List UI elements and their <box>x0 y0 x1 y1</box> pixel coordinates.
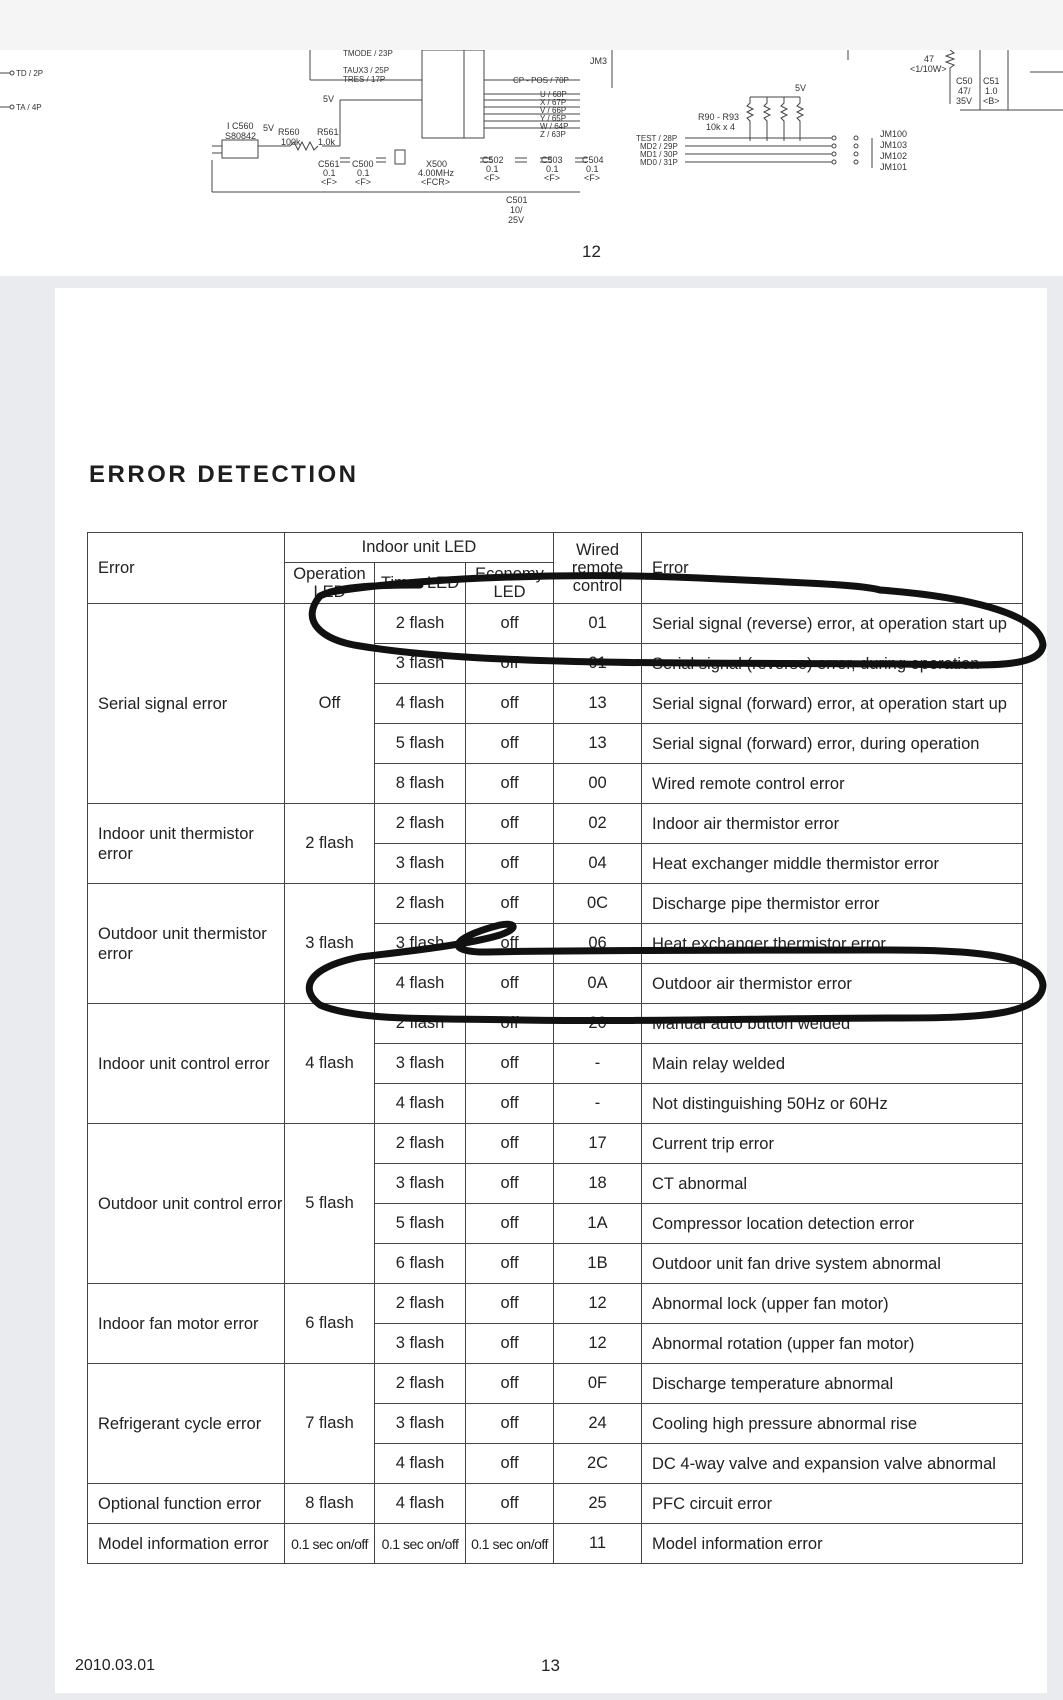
label-taux: TAUX3 / 25P <box>343 66 390 75</box>
previous-page <box>0 50 1063 276</box>
economy-led-cell: off <box>466 844 554 884</box>
label-c500-note: <F> <box>355 177 372 187</box>
timer-led-cell: 6 flash <box>375 1244 466 1284</box>
label-td: TD / 2P <box>16 69 44 78</box>
label-jm102: JM102 <box>880 151 908 161</box>
label-x500-note: <FCR> <box>421 177 451 187</box>
label-c500-val: 0.1 <box>357 168 370 178</box>
remote-code-cell: 18 <box>554 1164 642 1204</box>
timer-led-cell: 2 flash <box>375 884 466 924</box>
label-tres: TRES / 17P <box>343 75 386 84</box>
label-c561-note: <F> <box>321 177 338 187</box>
economy-led-cell: off <box>466 1364 554 1404</box>
label-r561-val: 1.0k <box>318 137 336 147</box>
table-row <box>88 884 1023 924</box>
label-c503: C503 <box>541 155 563 165</box>
label-r561: R561 <box>317 127 339 137</box>
label-5v-c: 5V <box>795 83 807 93</box>
error-description-cell: PFC circuit error <box>642 1484 1023 1524</box>
label-x500: X500 <box>426 159 448 169</box>
label-y: Y / 65P <box>540 114 567 123</box>
operation-led-cell: 3 flash <box>285 884 375 1004</box>
timer-led-cell: 3 flash <box>375 1324 466 1364</box>
error-description-cell: Compressor location detection error <box>642 1204 1023 1244</box>
timer-led-cell: 2 flash <box>375 1284 466 1324</box>
economy-led-cell: off <box>466 1244 554 1284</box>
label-c501: C501 <box>506 195 528 205</box>
timer-led-cell: 4 flash <box>375 1484 466 1524</box>
economy-led-cell: off <box>466 884 554 924</box>
label-c51: C51 <box>983 76 1000 86</box>
label-ic-part: S80842 <box>225 131 257 141</box>
economy-led-cell: off <box>466 804 554 844</box>
header-economy-led: Economy LED <box>466 563 554 604</box>
error-description-cell: CT abnormal <box>642 1164 1023 1204</box>
error-category: Refrigerant cycle error <box>88 1364 285 1484</box>
economy-led-cell: off <box>466 604 554 644</box>
label-c504-note: <F> <box>584 173 601 183</box>
timer-led-cell: 3 flash <box>375 924 466 964</box>
economy-led-cell: off <box>466 964 554 1004</box>
error-category: Indoor fan motor error <box>88 1284 285 1364</box>
label-r90: R90 - R93 <box>698 112 740 122</box>
economy-led-cell: off <box>466 1084 554 1124</box>
label-c504: C504 <box>582 155 604 165</box>
error-category: Serial signal error <box>88 604 285 804</box>
economy-led-cell: off <box>466 764 554 804</box>
error-description-cell: Cooling high pressure abnormal rise <box>642 1404 1023 1444</box>
label-5v-a: 5V <box>263 123 275 133</box>
operation-led-cell: 6 flash <box>285 1284 375 1364</box>
remote-code-cell: 1B <box>554 1244 642 1284</box>
error-description-cell: Abnormal rotation (upper fan motor) <box>642 1324 1023 1364</box>
header-timer-led: Timer LED <box>375 563 466 604</box>
error-description-cell: Model information error <box>642 1524 1023 1564</box>
label-c502-val: 0.1 <box>486 164 499 174</box>
economy-led-cell: off <box>466 1124 554 1164</box>
table-row <box>88 1124 1023 1164</box>
label-md1: MD1 / 30P <box>640 150 678 159</box>
timer-led-cell: 5 flash <box>375 1204 466 1244</box>
label-c502: C502 <box>482 155 504 165</box>
error-description-cell: Serial signal (forward) error, during operation <box>642 724 1023 764</box>
economy-led-cell: 0.1 sec on/off <box>466 1524 554 1564</box>
label-md2: MD2 / 29P <box>640 142 678 151</box>
remote-code-cell: 0C <box>554 884 642 924</box>
label-x: X / 67P <box>540 98 567 107</box>
economy-led-cell: off <box>466 1164 554 1204</box>
label-jm103: JM103 <box>880 140 908 150</box>
remote-code-cell: 02 <box>554 804 642 844</box>
error-description-cell: Serial signal (reverse) error, at operation start up <box>642 604 1023 644</box>
timer-led-cell: 8 flash <box>375 764 466 804</box>
operation-led-cell: 5 flash <box>285 1124 375 1284</box>
error-description-cell: Wired remote control error <box>642 764 1023 804</box>
error-category: Outdoor unit thermistor error <box>88 884 285 1004</box>
operation-led-cell: 2 flash <box>285 804 375 884</box>
label-jm101: JM101 <box>880 162 908 172</box>
label-c561-val: 0.1 <box>323 168 336 178</box>
operation-led-cell: 7 flash <box>285 1364 375 1484</box>
label-ic: I C560 <box>227 121 254 131</box>
economy-led-cell: off <box>466 684 554 724</box>
previous-page-number: 12 <box>582 242 601 261</box>
page-title: ERROR DETECTION <box>89 461 359 488</box>
timer-led-cell: 3 flash <box>375 1044 466 1084</box>
error-category: Model information error <box>88 1524 285 1564</box>
remote-code-cell: 17 <box>554 1124 642 1164</box>
label-tmode: TMODE / 23P <box>343 50 393 58</box>
error-description-cell: Heat exchanger middle thermistor error <box>642 844 1023 884</box>
remote-code-cell: 24 <box>554 1404 642 1444</box>
label-c51-note: <B> <box>983 96 1000 106</box>
table-row <box>88 804 1023 844</box>
error-description-cell: Main relay welded <box>642 1044 1023 1084</box>
remote-code-cell: 13 <box>554 684 642 724</box>
remote-code-cell: 0A <box>554 964 642 1004</box>
remote-code-cell: 00 <box>554 764 642 804</box>
timer-led-cell: 4 flash <box>375 684 466 724</box>
timer-led-cell: 2 flash <box>375 1124 466 1164</box>
label-r47-note: <1/10W> <box>910 64 947 74</box>
economy-led-cell: off <box>466 1284 554 1324</box>
timer-led-cell: 3 flash <box>375 844 466 884</box>
label-c502-note: <F> <box>484 173 501 183</box>
timer-led-cell: 2 flash <box>375 1004 466 1044</box>
header-error-right: Error <box>642 533 1023 604</box>
page-number: 13 <box>541 1656 560 1675</box>
timer-led-cell: 2 flash <box>375 604 466 644</box>
error-description-cell: Manual auto button welded <box>642 1004 1023 1044</box>
label-r560: R560 <box>278 127 300 137</box>
economy-led-cell: off <box>466 1204 554 1244</box>
timer-led-cell: 2 flash <box>375 804 466 844</box>
remote-code-cell: 1A <box>554 1204 642 1244</box>
label-c501-v: 25V <box>508 215 525 225</box>
operation-led-cell: 4 flash <box>285 1004 375 1124</box>
remote-code-cell: 11 <box>554 1524 642 1564</box>
remote-code-cell: 06 <box>554 924 642 964</box>
error-description-cell: Not distinguishing 50Hz or 60Hz <box>642 1084 1023 1124</box>
label-u: U / 68P <box>540 90 567 99</box>
timer-led-cell: 3 flash <box>375 1164 466 1204</box>
operation-led-cell: 8 flash <box>285 1484 375 1524</box>
label-c50-v: 35V <box>956 96 973 106</box>
error-description-cell: Discharge pipe thermistor error <box>642 884 1023 924</box>
timer-led-cell: 3 flash <box>375 644 466 684</box>
circuit-schematic <box>0 50 1063 276</box>
timer-led-cell: 5 flash <box>375 724 466 764</box>
header-error-left: Error <box>88 533 285 604</box>
table-row <box>88 1524 1023 1564</box>
error-description-cell: Indoor air thermistor error <box>642 804 1023 844</box>
timer-led-cell: 2 flash <box>375 1364 466 1404</box>
error-category: Optional function error <box>88 1484 285 1524</box>
remote-code-cell: 2C <box>554 1444 642 1484</box>
label-x500-val: 4.00MHz <box>418 168 455 178</box>
label-c561: C561 <box>318 159 340 169</box>
viewer-toolbar <box>0 0 1063 50</box>
document-date: 2010.03.01 <box>75 1657 156 1674</box>
error-detection-table <box>87 532 1023 1564</box>
error-description-cell: DC 4-way valve and expansion valve abnormal <box>642 1444 1023 1484</box>
label-r90-val: 10k x 4 <box>706 122 736 132</box>
label-jm3: JM3 <box>590 56 608 66</box>
remote-code-cell: 13 <box>554 724 642 764</box>
label-c503-val: 0.1 <box>546 164 559 174</box>
header-wired-remote: Wired remote control <box>554 533 642 604</box>
remote-code-cell: 12 <box>554 1324 642 1364</box>
remote-code-cell: - <box>554 1044 642 1084</box>
label-ta: TA / 4P <box>16 103 42 112</box>
label-r47: 47 <box>924 54 935 64</box>
error-description-cell: Outdoor air thermistor error <box>642 964 1023 1004</box>
operation-led-cell: 0.1 sec on/off <box>285 1524 375 1564</box>
label-r560-val: 100k <box>281 137 301 147</box>
economy-led-cell: off <box>466 1044 554 1084</box>
label-c503-note: <F> <box>544 173 561 183</box>
table-row <box>88 1364 1023 1404</box>
header-operation-led: Operation LED <box>285 563 375 604</box>
label-cp-pos: CP - POS / 70P <box>513 76 569 85</box>
remote-code-cell: 04 <box>554 844 642 884</box>
error-description-cell: Outdoor unit fan drive system abnormal <box>642 1244 1023 1284</box>
label-w: W / 64P <box>540 122 569 131</box>
label-c50-val: 47/ <box>958 86 971 96</box>
label-c51-val: 1.0 <box>985 86 998 96</box>
error-description-cell: Serial signal (reverse) error, during operation <box>642 644 1023 684</box>
label-z: Z / 63P <box>540 130 566 139</box>
label-jm100: JM100 <box>880 129 908 139</box>
error-description-cell: Serial signal (forward) error, at operation start up <box>642 684 1023 724</box>
timer-led-cell: 4 flash <box>375 1084 466 1124</box>
remote-code-cell: 01 <box>554 604 642 644</box>
remote-code-cell: 12 <box>554 1284 642 1324</box>
remote-code-cell: 0F <box>554 1364 642 1404</box>
table-row <box>88 1484 1023 1524</box>
operation-led-cell: Off <box>285 604 375 804</box>
economy-led-cell: off <box>466 1444 554 1484</box>
error-description-cell: Discharge temperature abnormal <box>642 1364 1023 1404</box>
label-c500: C500 <box>352 159 374 169</box>
economy-led-cell: off <box>466 724 554 764</box>
label-c504-val: 0.1 <box>586 164 599 174</box>
economy-led-cell: off <box>466 1484 554 1524</box>
table-row <box>88 604 1023 644</box>
error-description-cell: Abnormal lock (upper fan motor) <box>642 1284 1023 1324</box>
timer-led-cell: 0.1 sec on/off <box>375 1524 466 1564</box>
timer-led-cell: 4 flash <box>375 964 466 1004</box>
economy-led-cell: off <box>466 1004 554 1044</box>
label-test: TEST / 28P <box>636 134 678 143</box>
error-category: Indoor unit thermistor error <box>88 804 285 884</box>
remote-code-cell: 25 <box>554 1484 642 1524</box>
error-description-cell: Current trip error <box>642 1124 1023 1164</box>
economy-led-cell: off <box>466 1404 554 1444</box>
remote-code-cell: - <box>554 1084 642 1124</box>
remote-code-cell: 20 <box>554 1004 642 1044</box>
label-5v-b: 5V <box>323 94 335 104</box>
label-c50: C50 <box>956 76 973 86</box>
error-category: Indoor unit control error <box>88 1004 285 1124</box>
error-category: Outdoor unit control error <box>88 1124 285 1284</box>
economy-led-cell: off <box>466 924 554 964</box>
economy-led-cell: off <box>466 644 554 684</box>
label-c501-val: 10/ <box>510 205 523 215</box>
table-row <box>88 1004 1023 1044</box>
table-row <box>88 1284 1023 1324</box>
label-v: V / 66P <box>540 106 567 115</box>
economy-led-cell: off <box>466 1324 554 1364</box>
header-indoor-led: Indoor unit LED <box>285 533 554 563</box>
error-description-cell: Heat exchanger thermistor error <box>642 924 1023 964</box>
timer-led-cell: 3 flash <box>375 1404 466 1444</box>
remote-code-cell: 01 <box>554 644 642 684</box>
timer-led-cell: 4 flash <box>375 1444 466 1484</box>
label-md0: MD0 / 31P <box>640 158 678 167</box>
